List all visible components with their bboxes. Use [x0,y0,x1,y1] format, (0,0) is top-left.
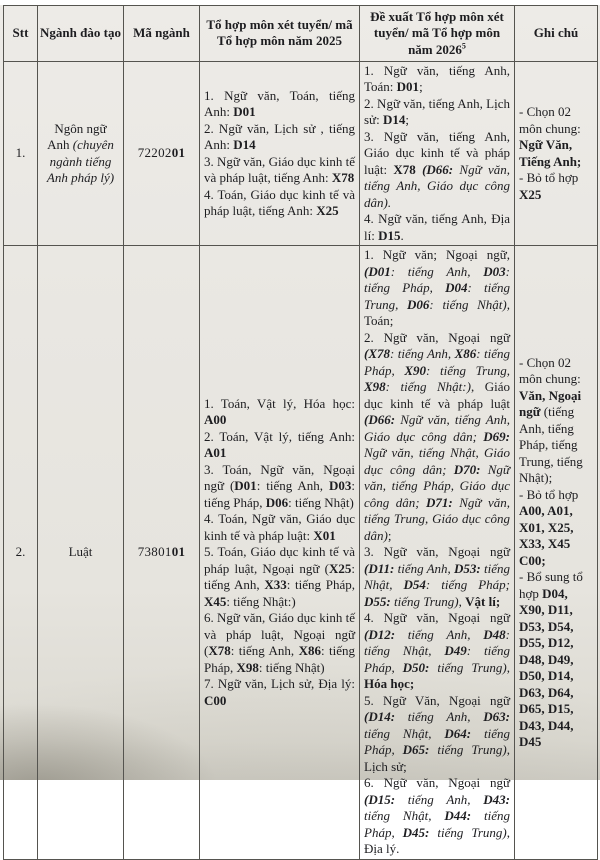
table-row-law [4,246,598,860]
combo-line: 2. Ngữ văn, Lịch sử , tiếng Anh: D14 [204,120,355,152]
combo-line: - Bỏ tổ hợp X25 [519,170,579,202]
cell-combos-2026 [360,246,515,860]
combo-line: 7. Ngữ văn, Lịch sử, Địa lý: C00 [204,676,355,708]
combo-line: - Bỏ tổ hợp A00, A01, X01, X25, X33, X45 C00; [519,486,579,568]
combo-line: 1. Ngữ văn, tiếng Anh, Toán: D01; [364,62,510,95]
combo-line: 2. Ngữ văn, tiếng Anh, Lịch sử: D14; [364,95,510,128]
table-row-english-language [4,61,598,246]
combo-line: - Chọn 02 môn chung: Ngữ Văn, Tiếng Anh; [519,104,582,169]
cell-major-code: 7380101 [124,246,200,860]
combo-line: 1. Ngữ văn, Toán, tiếng Anh: D01 [204,87,355,119]
combo-line: 2. Ngữ văn, Ngoại ngữ (X78: tiếng Anh, X86: tiếng Pháp, X90: tiếng Trung, X98: tiếng Nhật:), Giáo dục kinh tế và pháp luật (D66: Ngữ văn, tiếng Anh, Giáo dục công dân; D69: Ngữ văn, tiếng Nhật, Giáo dục công dân; D70: Ngữ văn, tiếng Pháp, Giáo dục công dân; D71: Ngữ văn, tiếng Trung, Giáo dục công dân); [364,329,511,543]
combo-line: 1. Toán, Vật lý, Hóa học: A00 [204,395,355,428]
combo-line: 4. Ngữ văn, tiếng Anh, Địa lí: D15. [364,211,510,243]
col-header-major: Ngành đào tạo [38,6,124,62]
document-page [0,5,600,857]
combo-line: 6. Ngữ văn, Ngoại ngữ (D15: tiếng Anh, D43: tiếng Nhật, D44: tiếng Pháp, D45: tiếng Trung), Địa lý. [364,775,511,857]
header-row [4,6,598,62]
cell-major-name: Ngôn ngữ Anh (chuyên ngành tiếng Anh pháp lý) [38,61,124,246]
combo-line: 4. Toán, Giáo dục kinh tế và pháp luật, tiếng Anh: X25 [204,186,355,218]
combo-line: 4. Toán, Ngữ văn, Giáo dục kinh tế và pháp luật: X01 [204,511,355,543]
col-header-combos-2026: Đề xuất Tổ hợp môn xét tuyển/ mã Tổ hợp môn năm 2026$^5$ [360,6,515,62]
cell-stt: 1. [4,61,38,246]
combo-line: 3. Ngữ văn, tiếng Anh, Giáo dục kinh tế và pháp luật: X78 (D66: Ngữ văn, tiếng Anh, Giáo dục công dân). [364,128,511,210]
admission-combos-table [3,5,598,860]
combo-line: 5. Toán, Giáo dục kinh tế và pháp luật, Ngoại ngữ (X25: tiếng Anh, X33: tiếng Pháp, X45: tiếng Nhật:) [204,544,356,609]
col-header-notes: Ghi chú [515,6,598,62]
col-header-major-code: Mã ngành [124,6,200,62]
cell-combos-2025 [200,61,360,246]
cell-notes [515,61,598,246]
cell-stt: 2. [4,246,38,860]
cell-major-name: Luật [38,246,124,860]
combo-line: 3. Toán, Ngữ văn, Ngoại ngữ (D01: tiếng Anh, D03: tiếng Pháp, D06: tiếng Nhật) [204,461,355,510]
combo-line: 3. Ngữ văn, Ngoại ngữ (D11: tiếng Anh, D53: tiếng Nhật, D54: tiếng Pháp; D55: tiếng Trung), Vật lí; [364,544,511,609]
combo-line: - Bổ sung tổ hợp D04, X90, D11, D53, D54, D55, D12, D48, D49, D50, D14, D63, D64, D65, D15, D43, D44, D45 [519,569,583,749]
cell-notes [515,246,598,860]
cell-combos-2026 [360,61,515,246]
combo-line: 6. Ngữ văn, Giáo dục kinh tế và pháp luật, Ngoại ngữ (X78: tiếng Anh, X86: tiếng Pháp, X98: tiếng Nhật) [204,610,355,675]
cell-combos-2025 [200,246,360,860]
col-header-stt: Stt [4,6,38,62]
combo-line: - Chọn 02 môn chung: Văn, Ngoại ngữ (tiếng Anh, tiếng Pháp, tiếng Trung, tiếng Nhật); [519,354,583,485]
col-header-combos-2025: Tổ hợp môn xét tuyển/ mã Tổ hợp môn năm 2025 [200,6,360,62]
combo-line: 2. Toán, Vật lý, tiếng Anh: A01 [204,428,355,461]
cell-major-code: 7220201 [124,61,200,246]
combo-line: 5. Ngữ Văn, Ngoại ngữ (D14: tiếng Anh, D63: tiếng Nhật, D64: tiếng Pháp, D65: tiếng Trung), Lịch sử; [364,692,511,774]
combo-line: 4. Ngữ văn, Ngoại ngữ (D12: tiếng Anh, D48: tiếng Nhật, D49: tiếng Pháp, D50: tiếng Trung), Hóa học; [364,610,511,692]
combo-line: 1. Ngữ văn; Ngoại ngữ, (D01: tiếng Anh, D03: tiếng Pháp, D04: tiếng Trung, D06: tiếng Nhật), Toán; [364,247,511,329]
combo-line: 3. Ngữ văn, Giáo dục kinh tế và pháp luật, tiếng Anh: X78 [204,153,355,185]
